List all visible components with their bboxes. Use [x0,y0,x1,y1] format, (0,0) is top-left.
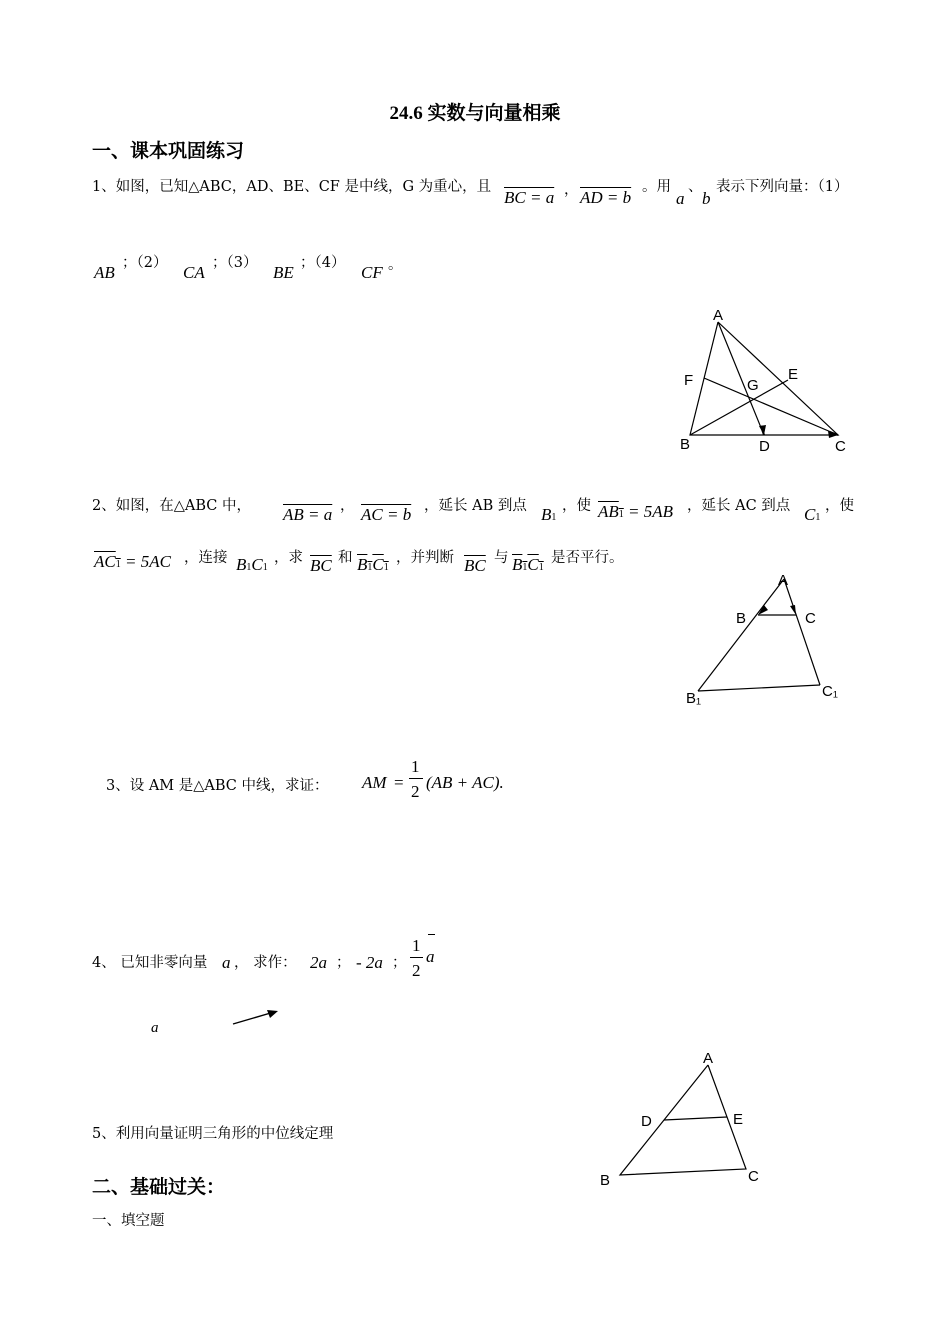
p1-end: 。 [388,257,403,273]
label-b: B [680,436,691,453]
label-c: C [805,610,816,627]
p3-equals: = [394,773,404,792]
arrowhead-c [828,431,838,438]
figure-2-triangle [680,565,850,710]
label-a: A [713,307,724,324]
vector-ab: AB [94,263,115,282]
vector-cf: CF [361,263,383,282]
p2-and: 和 [338,550,353,566]
ac1-equation: AC1 = 5AC [94,552,171,571]
p4-expr-neg2a: - 2a [356,953,383,972]
p1-sep-2: ；（2） [122,255,168,271]
label-a: A [778,572,789,589]
triangle-abc [690,322,838,435]
p4-vector-a-2: a [426,947,435,966]
vector-b1c1: B1C1 [357,555,389,574]
point-b1: B1 [541,505,557,524]
p2-judge: ，并判断 [396,550,454,566]
p1-comma: ， [564,182,579,198]
label-c: C [748,1168,759,1185]
p4-fraction-bar [410,957,423,958]
bc-equation: BC = a [504,188,555,207]
vector-bc: $\overline{BC}$ [310,556,332,575]
side-ab1 [698,579,784,691]
given-vector-label: a [151,1020,159,1036]
problem-4-text: 4、 已知非零向量 [92,955,208,971]
label-e: E [733,1111,744,1128]
p1-use: 。用 [642,179,671,195]
ab1-equation: AB1 = 5AB [598,502,674,521]
ad-equation: AD = b [580,188,632,207]
label-b: B [736,610,747,627]
vector-b1c1-2: B1C1 [512,555,544,574]
p1-sep-3: ；（3） [212,255,258,271]
p3-fraction-den: 2 [411,782,420,801]
vector-bc-2: $\overline{BC}$ [464,556,486,575]
label-e: E [788,366,799,383]
ab-equation: AB = a [283,505,333,524]
p1-sep: 、 [688,179,703,195]
p4-expr-2a: 2a [310,953,327,972]
p3-fraction-num: 1 [411,757,420,776]
subsection-fill-blank: 一、填空题 [92,1213,165,1229]
label-b1: B₁ [686,690,702,707]
p3-expression: (AB + AC). [426,773,504,792]
figure-3-triangle [590,1045,770,1195]
p4-semi-2: ； [392,955,407,971]
segment-b1c1-line [698,685,820,691]
label-b: B [600,1172,611,1189]
p4-ask: ， 求作： [234,955,297,971]
side-ac1 [784,579,820,685]
p2-tail: 是否平行。 [551,550,624,566]
triangle-abc [620,1065,746,1175]
problem-3-text: 3、设 AM 是△ABC 中线，求证： [106,778,329,794]
vector-a: a [676,189,685,208]
p4-semi-1: ； [336,955,351,971]
p2-comma: ， [340,498,355,514]
vector-be: BE [273,263,294,282]
p2-extend-ab: ，延长 AB 到点 [424,498,527,514]
p2-extend-ac: ，延长 AC 到点 [687,498,791,514]
segment-b1c1: B1C1 [236,555,268,574]
p2-seek: ，求 [274,550,303,566]
label-a: A [703,1050,714,1067]
midline-de [664,1117,727,1120]
page-title: 24.6 实数与向量相乘 [389,103,561,124]
given-vector-arrow [230,1006,282,1028]
label-d: D [759,438,770,455]
section-heading-2: 二、基础过关： [92,1176,226,1198]
label-c: C [835,438,846,455]
vector-am: AM [362,773,387,792]
p4-vector-bar [428,934,435,935]
p2-with: 与 [494,550,509,566]
p3-fraction-bar [409,778,423,779]
label-f: F [684,372,694,389]
p2-connect: ，连接 [184,550,228,566]
label-d: D [641,1113,652,1130]
p4-fraction-den: 2 [412,961,421,980]
p2-make: ，使 [562,498,591,514]
problem-2-text: 2、如图，在△ABC 中， [92,498,251,514]
p1-sep-4: ；（4） [300,255,346,271]
point-c1: C1 [804,505,821,524]
label-c1: C₁ [822,683,838,700]
p4-fraction-num: 1 [412,936,421,955]
p1-instruction: 表示下列向量：（1） [716,179,849,195]
median-cf [704,378,838,435]
vector-b: b [702,189,711,208]
p4-vector-a: a [222,953,231,972]
arrowhead-c [790,605,796,615]
vector-ca: CA [183,263,205,282]
ac-equation: AC = b [361,505,412,524]
p2-make-2: ，使 [825,498,854,514]
label-g: G [747,377,759,394]
problem-1-text: 1、如图，已知△ABC，AD、BE、CF 是中线，G 为重心，且 [92,179,492,195]
figure-1-triangle [670,300,860,465]
section-heading-1: 一、课本巩固练习 [92,140,245,162]
problem-5-text: 5、利用向量证明三角形的中位线定理 [92,1126,334,1142]
